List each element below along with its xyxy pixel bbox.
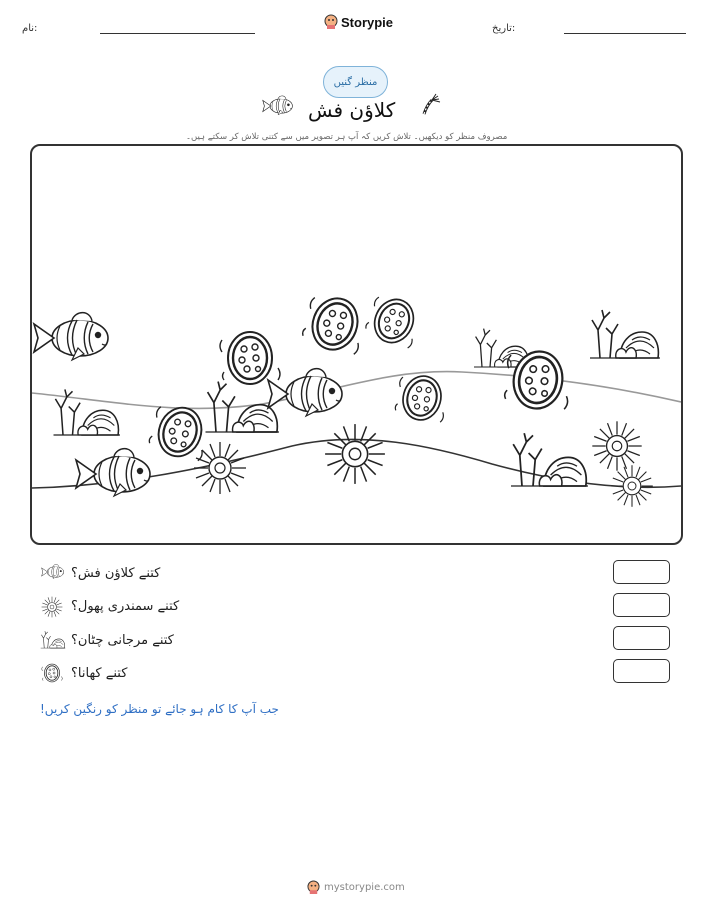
brand-name: Storypie (341, 14, 394, 30)
sea-anemone (611, 465, 653, 507)
instructions-text: مصروف منظر کو دیکھیں۔ تلاش کریں کہ آپ ہر تصویر میں سے کتنی تلاش کر سکتے ہیں۔ (186, 132, 508, 142)
question-food: کتنے کھانا؟ (71, 666, 128, 681)
section-badge: منظر گنیں (323, 66, 388, 98)
date-label: تاریخ: (492, 23, 516, 34)
coral-reef (511, 433, 588, 486)
sea-anemone (325, 424, 385, 484)
answer-box-coral[interactable] (613, 626, 670, 650)
clownfish (268, 369, 342, 416)
clownfish-title-icon (262, 94, 294, 118)
question-coral: کتنے مرجانی چٹان؟ (71, 633, 174, 648)
coral-reef (590, 310, 660, 358)
name-line[interactable] (100, 33, 255, 34)
footer-site[interactable]: mystorypie.com (324, 882, 405, 893)
clownfish (34, 313, 108, 360)
fish-food-icon (41, 661, 63, 685)
scene-frame (30, 144, 683, 545)
name-label: نام: (22, 23, 38, 34)
answer-box-clownfish[interactable] (613, 560, 670, 584)
fish-food (220, 332, 280, 384)
fish-food (362, 290, 427, 352)
question-anemone: کتنے سمندری پھول؟ (71, 599, 180, 614)
question-clownfish: کتنے کلاؤن فش؟ (71, 566, 161, 581)
back-seabed-line (32, 372, 681, 409)
fish-food (298, 289, 372, 358)
storypie-bear-icon (307, 880, 320, 895)
clownfish (76, 449, 150, 496)
sea-worm-icon (420, 92, 444, 116)
brand-logo (324, 14, 393, 30)
date-line[interactable] (564, 33, 686, 34)
sea-anemone (194, 442, 246, 494)
answer-box-anemone[interactable] (613, 593, 670, 617)
sea-anemone (592, 421, 641, 470)
page-title: کلاؤن فش (308, 98, 396, 122)
coral-reef-icon (40, 629, 66, 651)
ocean-scene (32, 146, 681, 543)
sea-anemone-icon (40, 595, 64, 619)
answer-box-food[interactable] (613, 659, 670, 683)
storypie-bear-icon (324, 14, 338, 30)
color-instruction: جب آپ کا کام ہو جائے تو منظر کو رنگین کریں! (40, 702, 279, 716)
footer (307, 880, 405, 895)
fish-food (392, 370, 453, 426)
clownfish-icon (40, 563, 66, 581)
